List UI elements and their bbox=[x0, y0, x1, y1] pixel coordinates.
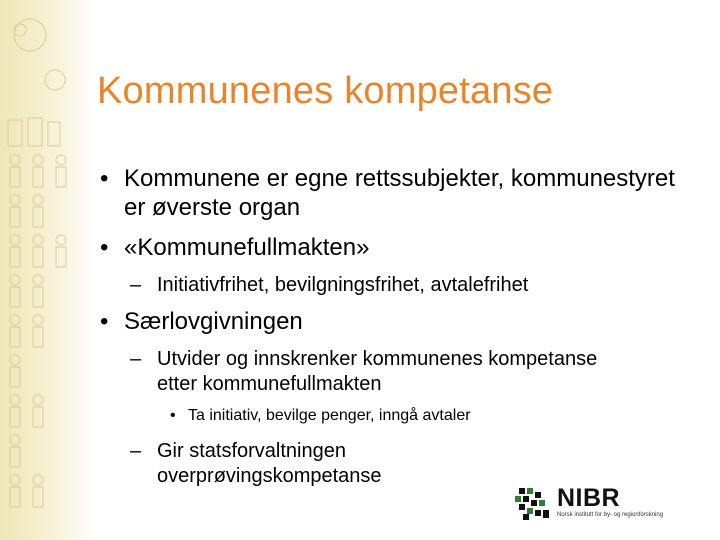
slide-title: Kommunenes kompetanse bbox=[97, 70, 554, 112]
sub-bullet-text: Utvider og innskrenker kommunenes kompetanse etter kommunefullmakten bbox=[157, 348, 598, 395]
bullet-glyph: • bbox=[100, 234, 109, 261]
sub-sub-bullet-item bbox=[170, 406, 668, 426]
bullet-glyph: • bbox=[100, 308, 109, 335]
sub-sub-bullet-text: Ta initiativ, bevilge penger, inngå avtaler bbox=[188, 407, 471, 424]
sub-bullet-text: Gir statsforvaltningen overprøvingskompetanse bbox=[157, 440, 382, 487]
bullet-text: Særlovgivningen bbox=[124, 308, 303, 335]
bullet-item bbox=[100, 233, 684, 262]
nibr-logo bbox=[513, 486, 683, 522]
sub-bullet-item bbox=[130, 273, 677, 298]
bullet-text: «Kommunefullmakten» bbox=[124, 234, 370, 261]
dash-glyph: – bbox=[130, 440, 142, 462]
bullet-text: Kommunene er egne rettssubjekter, kommunestyret er øverste organ bbox=[124, 165, 675, 221]
bullet-glyph: • bbox=[170, 407, 176, 424]
dash-glyph: – bbox=[130, 274, 142, 296]
sub-bullet-item bbox=[130, 439, 457, 489]
logo-tagline: Norsk institutt for by- og regionforskning bbox=[557, 512, 664, 518]
logo-name: NIBR bbox=[557, 484, 621, 512]
sub-bullet-item bbox=[130, 347, 607, 397]
bullet-item bbox=[100, 164, 684, 222]
decorative-side-strip bbox=[0, 0, 96, 540]
bullet-glyph: • bbox=[100, 165, 109, 192]
decorative-people-pattern-icon bbox=[0, 0, 96, 540]
dash-glyph: – bbox=[130, 348, 142, 370]
sub-bullet-text: Initiativfrihet, bevilgningsfrihet, avtalefrihet bbox=[157, 274, 529, 296]
bullet-item bbox=[100, 307, 684, 336]
nibr-logo-mark-icon bbox=[513, 486, 553, 522]
